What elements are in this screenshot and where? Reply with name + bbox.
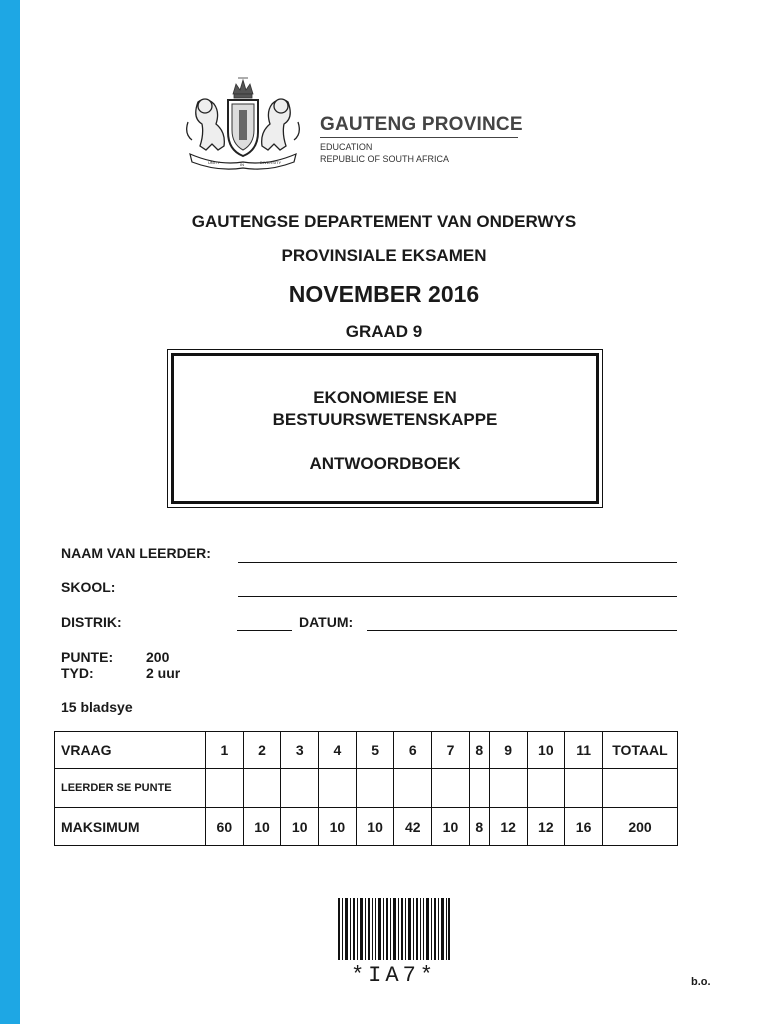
department-heading: GAUTENGSE DEPARTEMENT VAN ONDERWYS bbox=[191, 212, 577, 231]
subject-line-2: BESTUURSWETENSKAPPE bbox=[272, 410, 498, 429]
maximum-value: 10 bbox=[281, 808, 319, 846]
exam-heading: PROVINSIALE EKSAMEN bbox=[281, 246, 487, 265]
maximum-value: 42 bbox=[394, 808, 432, 846]
time-label: TYD: bbox=[61, 665, 94, 681]
brand-block bbox=[320, 114, 523, 165]
learner-mark-cell[interactable] bbox=[394, 769, 432, 808]
maximum-value: 12 bbox=[527, 808, 565, 846]
ribbon-text-1: UNITY bbox=[208, 160, 220, 165]
question-number: 9 bbox=[489, 732, 527, 769]
school-label: SKOOL: bbox=[61, 579, 116, 595]
maximum-total: 200 bbox=[603, 808, 678, 846]
date-field[interactable] bbox=[367, 630, 677, 631]
learner-mark-cell[interactable] bbox=[565, 769, 603, 808]
date-label: DATUM: bbox=[299, 614, 354, 630]
brand-line-country: REPUBLIC OF SOUTH AFRICA bbox=[320, 154, 450, 164]
question-number: 11 bbox=[565, 732, 603, 769]
question-number: 5 bbox=[356, 732, 394, 769]
question-number: 1 bbox=[206, 732, 244, 769]
barcode-icon bbox=[338, 898, 450, 960]
marks-label: PUNTE: bbox=[61, 649, 114, 665]
learner-mark-cell[interactable] bbox=[469, 769, 489, 808]
school-field[interactable] bbox=[238, 596, 677, 597]
brand-line-education: EDUCATION bbox=[320, 142, 373, 152]
maximum-value: 16 bbox=[565, 808, 603, 846]
question-number: 4 bbox=[319, 732, 357, 769]
district-label: DISTRIK: bbox=[61, 614, 122, 630]
learner-marks-label: LEERDER SE PUNTE bbox=[55, 769, 206, 808]
question-number: 3 bbox=[281, 732, 319, 769]
coat-of-arms-icon bbox=[178, 74, 308, 170]
learner-mark-cell[interactable] bbox=[432, 769, 470, 808]
question-number: 8 bbox=[469, 732, 489, 769]
learner-mark-cell[interactable] bbox=[243, 769, 281, 808]
maximum-value: 10 bbox=[356, 808, 394, 846]
district-field[interactable] bbox=[237, 630, 292, 631]
brand-title: GAUTENG PROVINCE bbox=[320, 114, 523, 135]
learner-name-field[interactable] bbox=[238, 562, 677, 563]
question-number: 7 bbox=[432, 732, 470, 769]
subject-line-1: EKONOMIESE EN bbox=[313, 388, 457, 407]
maximum-row bbox=[55, 808, 678, 846]
grade-heading: GRAAD 9 bbox=[345, 322, 423, 341]
maximum-value: 10 bbox=[432, 808, 470, 846]
maximum-value: 8 bbox=[469, 808, 489, 846]
question-number: 10 bbox=[527, 732, 565, 769]
blue-edge-strip bbox=[0, 0, 20, 1024]
learner-mark-cell[interactable] bbox=[281, 769, 319, 808]
time-value: 2 uur bbox=[146, 665, 181, 681]
question-header: VRAAG bbox=[55, 732, 206, 769]
maximum-value: 12 bbox=[489, 808, 527, 846]
maximum-value: 60 bbox=[206, 808, 244, 846]
barcode-text: *IA7* bbox=[350, 963, 437, 988]
learner-marks-row bbox=[55, 769, 678, 808]
turn-over-label: b.o. bbox=[691, 976, 711, 988]
total-header: TOTAAL bbox=[603, 732, 678, 769]
subject-box bbox=[171, 353, 599, 504]
question-number: 6 bbox=[394, 732, 432, 769]
question-row bbox=[55, 732, 678, 769]
learner-mark-cell[interactable] bbox=[206, 769, 244, 808]
exam-date: NOVEMBER 2016 bbox=[288, 281, 480, 307]
maximum-value: 10 bbox=[243, 808, 281, 846]
question-number: 2 bbox=[243, 732, 281, 769]
marks-table bbox=[54, 731, 678, 846]
answer-book-label: ANTWOORDBOEK bbox=[309, 454, 461, 473]
learner-mark-cell[interactable] bbox=[489, 769, 527, 808]
learner-name-label: NAAM VAN LEERDER: bbox=[61, 545, 211, 561]
brand-divider bbox=[320, 137, 518, 138]
learner-mark-cell[interactable] bbox=[527, 769, 565, 808]
marks-value: 200 bbox=[146, 649, 170, 665]
ribbon-text-2: IN bbox=[240, 162, 244, 167]
learner-mark-cell[interactable] bbox=[319, 769, 357, 808]
learner-total-cell[interactable] bbox=[603, 769, 678, 808]
maximum-value: 10 bbox=[319, 808, 357, 846]
page-count: 15 bladsye bbox=[61, 699, 133, 715]
ribbon-text-3: DIVERSITY bbox=[260, 160, 282, 165]
learner-mark-cell[interactable] bbox=[356, 769, 394, 808]
maximum-label: MAKSIMUM bbox=[55, 808, 206, 846]
